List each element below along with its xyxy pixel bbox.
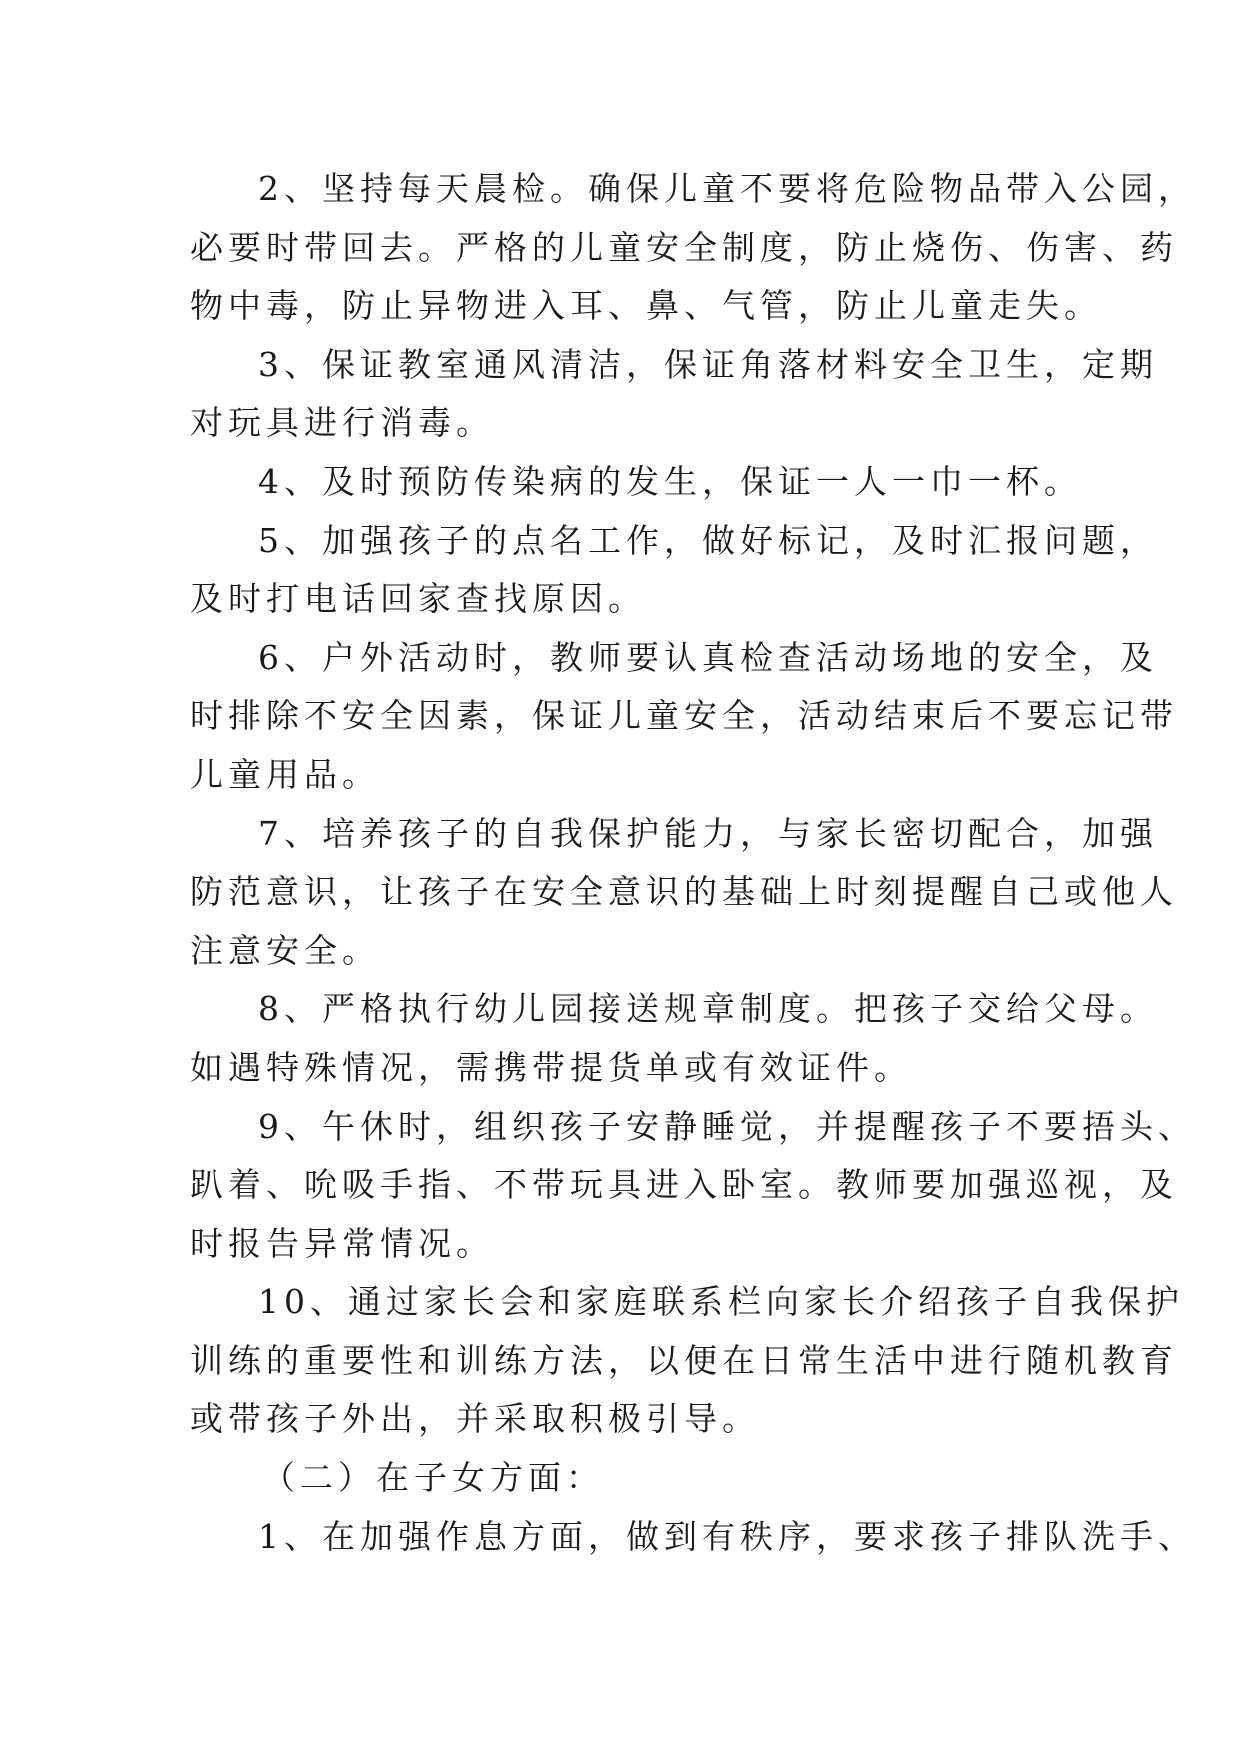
paragraph-item-3	[190, 336, 1158, 453]
paragraph-item-4	[190, 453, 1082, 512]
text-line: 对玩具进行消毒。	[190, 403, 494, 443]
text-line: 3、保证教室通风清洁，保证角落材料安全卫生，定期	[258, 344, 1158, 384]
text-line: 或带孩子外出，并采取积极引导。	[190, 1399, 760, 1439]
subheading-text: （二）在子女方面：	[262, 1458, 604, 1498]
text-line: 10、通过家长会和家庭联系栏向家长介绍孩子自我保护	[258, 1282, 1184, 1322]
text-line: 训练的重要性和训练方法，以便在日常生活中进行随机教育	[190, 1340, 1178, 1380]
text-line: 2、坚持每天晨检。确保儿童不要将危险物品带入公园，	[258, 169, 1196, 208]
text-line: 物中毒，防止异物进入耳、鼻、气管，防止儿童走失。	[190, 286, 1102, 326]
paragraph-item-10	[190, 1273, 1184, 1449]
text-line: 4、及时预防传染病的发生，保证一人一巾一杯。	[258, 461, 1082, 501]
text-line: 时排除不安全因素，保证儿童安全，活动结束后不要忘记带	[190, 696, 1178, 736]
text-line: 时报告异常情况。	[190, 1223, 494, 1263]
text-line: 6、户外活动时，教师要认真检查活动场地的安全，及	[258, 637, 1158, 677]
text-line: 8、严格执行幼儿园接送规章制度。把孩子交给父母。	[258, 989, 1158, 1029]
paragraph-child-item-1	[190, 1508, 1196, 1567]
paragraph-item-5	[190, 512, 1158, 629]
text-line: 5、加强孩子的点名工作，做好标记，及时汇报问题，	[258, 520, 1158, 560]
section-subheading	[190, 1449, 1060, 1508]
text-line: 趴着、吮吸手指、不带玩具进入卧室。教师要加强巡视，及	[190, 1165, 1178, 1205]
text-line: 7、培养孩子的自我保护能力，与家长密切配合，加强	[258, 813, 1158, 853]
text-line: 注意安全。	[190, 930, 380, 970]
text-line: 儿童用品。	[190, 754, 380, 794]
text-line: 如遇特殊情况，需携带提货单或有效证件。	[190, 1047, 912, 1087]
paragraph-item-6	[190, 629, 1178, 805]
document-body	[190, 160, 1196, 1566]
paragraph-item-9	[190, 1098, 1196, 1274]
paragraph-item-7	[190, 805, 1178, 981]
text-line: 9、午休时，组织孩子安静睡觉，并提醒孩子不要捂头、	[258, 1106, 1196, 1146]
text-line: 必要时带回去。严格的儿童安全制度，防止烧伤、伤害、药	[190, 227, 1178, 267]
paragraph-item-8	[190, 980, 1158, 1097]
paragraph-item-2	[190, 160, 1196, 336]
text-line: 防范意识，让孩子在安全意识的基础上时刻提醒自己或他人	[190, 872, 1178, 912]
text-line: 及时打电话回家查找原因。	[190, 579, 646, 619]
text-line: 1、在加强作息方面，做到有秩序，要求孩子排队洗手、	[258, 1516, 1196, 1556]
